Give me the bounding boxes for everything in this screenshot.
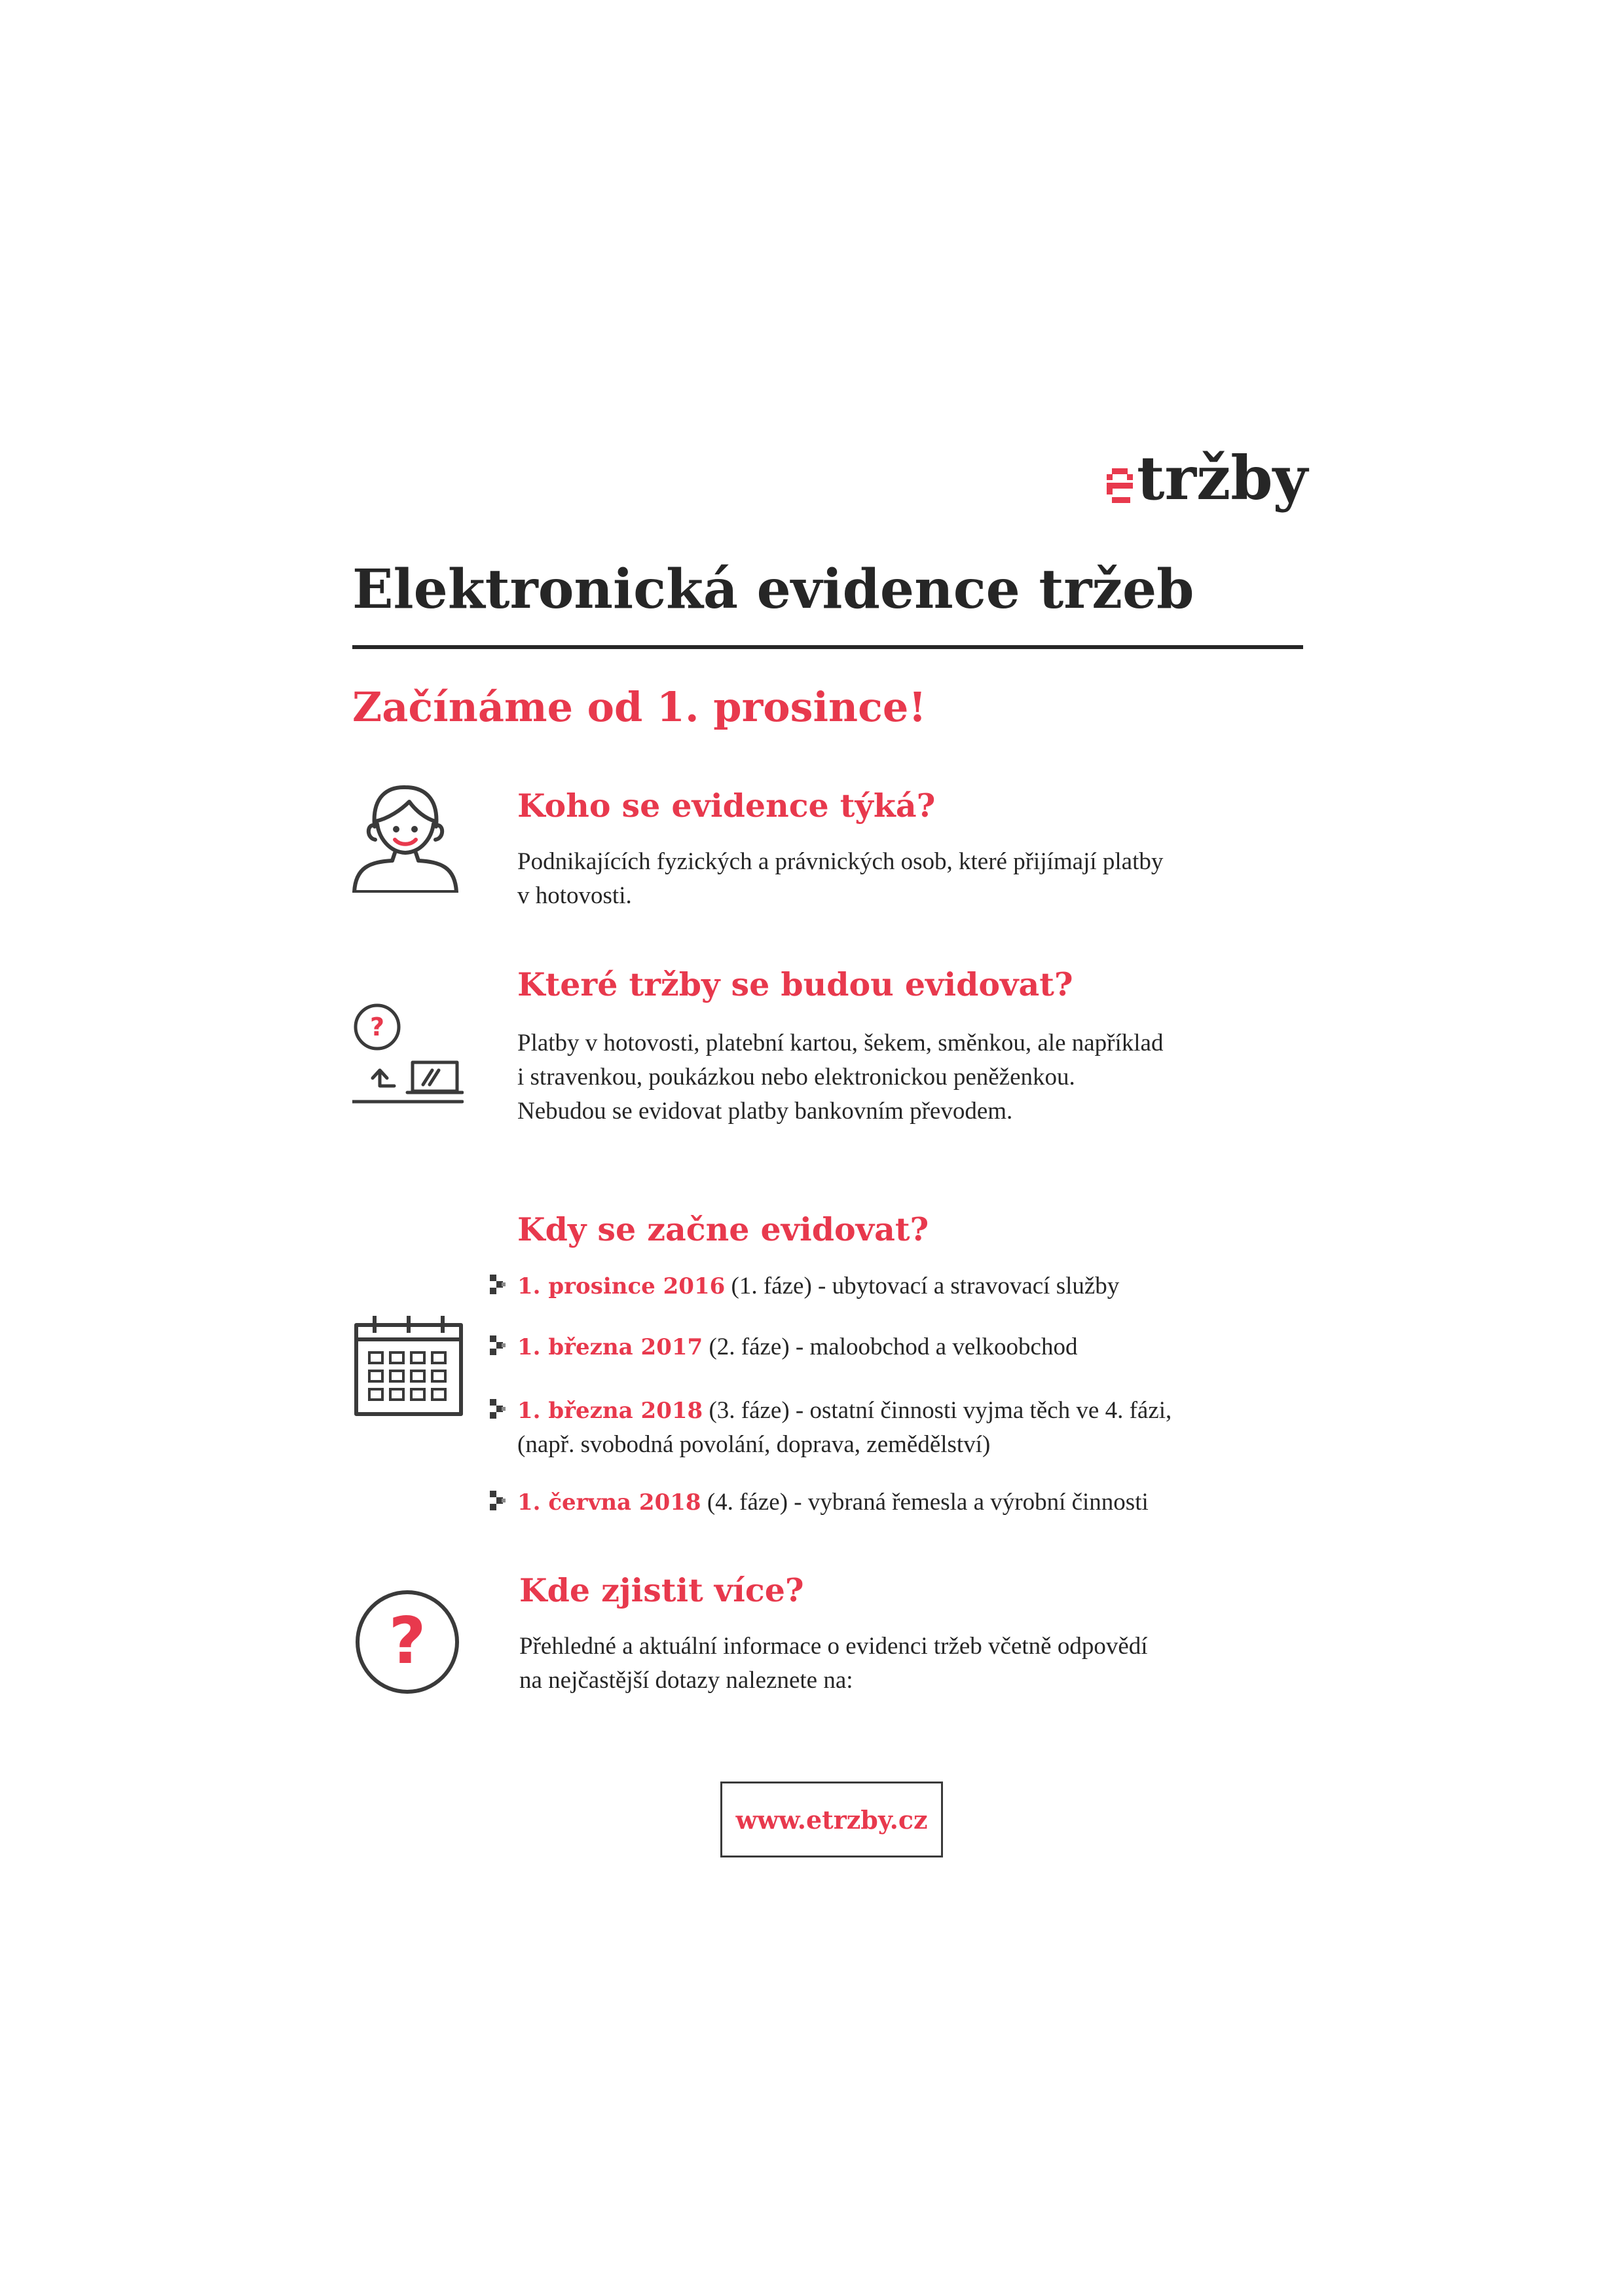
website-link[interactable]: www.etrzby.cz	[735, 1804, 928, 1835]
bullet-icon	[490, 1275, 508, 1298]
phase-description: (3. fáze) - ostatní činnosti vyjma těch ve 4. fázi,	[703, 1397, 1172, 1424]
body-line: Podnikajících fyzických a právnických osob, které přijímají platby	[517, 848, 1164, 875]
body-line: i stravenkou, poukázkou nebo elektronickou peněženkou.	[517, 1064, 1075, 1091]
calendar-icon	[354, 1313, 465, 1418]
phase-item	[517, 1330, 1077, 1364]
etrzby-logo	[1107, 442, 1308, 514]
section-body-more	[519, 1630, 1305, 1698]
logo-text: tržby	[1137, 443, 1308, 513]
website-box	[720, 1782, 943, 1857]
question-circle-icon	[354, 1588, 462, 1696]
body-line: Platby v hotovosti, platební kartou, šekem, směnkou, ale například	[517, 1030, 1164, 1056]
page-subtitle: Začínáme od 1. prosince!	[352, 683, 927, 731]
phase-item	[517, 1269, 1119, 1303]
section-body-which	[517, 1026, 1303, 1129]
phase-date: 1. března 2017	[517, 1334, 703, 1360]
phase-date: 1. prosince 2016	[517, 1273, 726, 1299]
section-heading-who: Koho se evidence týká?	[517, 787, 936, 825]
body-line: Přehledné a aktuální informace o evidenci tržeb včetně odpovědí	[519, 1633, 1148, 1660]
phase-description-cont: (např. svobodná povolání, doprava, zemědělství)	[517, 1431, 991, 1458]
bullet-icon	[490, 1491, 508, 1514]
svg-text:?: ?	[388, 1604, 426, 1679]
svg-text:?: ?	[369, 1013, 385, 1041]
body-line: v hotovosti.	[517, 882, 632, 909]
page-title: Elektronická evidence tržeb	[352, 558, 1194, 621]
phase-description: (2. fáze) - maloobchod a velkoobchod	[703, 1334, 1078, 1360]
bullet-icon	[490, 1335, 508, 1359]
phase-description: (4. fáze) - vybraná řemesla a výrobní činnosti	[701, 1489, 1149, 1516]
body-line: na nejčastější dotazy naleznete na:	[519, 1667, 853, 1694]
phase-date: 1. června 2018	[517, 1489, 701, 1516]
question-laptop-icon	[352, 1002, 464, 1113]
phase-description: (1. fáze) - ubytovací a stravovací služby	[725, 1273, 1120, 1299]
phase-date: 1. března 2018	[517, 1398, 703, 1424]
body-line: Nebudou se evidovat platby bankovním převodem.	[517, 1098, 1013, 1125]
bullet-icon	[490, 1399, 508, 1423]
section-heading-more: Kde zjistit více?	[519, 1571, 804, 1609]
person-icon	[350, 785, 462, 893]
phase-item	[517, 1394, 1172, 1462]
section-body-who	[517, 845, 1303, 913]
section-heading-which: Které tržby se budou evidovat?	[517, 965, 1073, 1003]
section-heading-when: Kdy se začne evidovat?	[517, 1210, 929, 1248]
title-divider	[352, 645, 1303, 649]
e-mark-icon	[1107, 468, 1133, 504]
phase-item	[517, 1485, 1149, 1520]
